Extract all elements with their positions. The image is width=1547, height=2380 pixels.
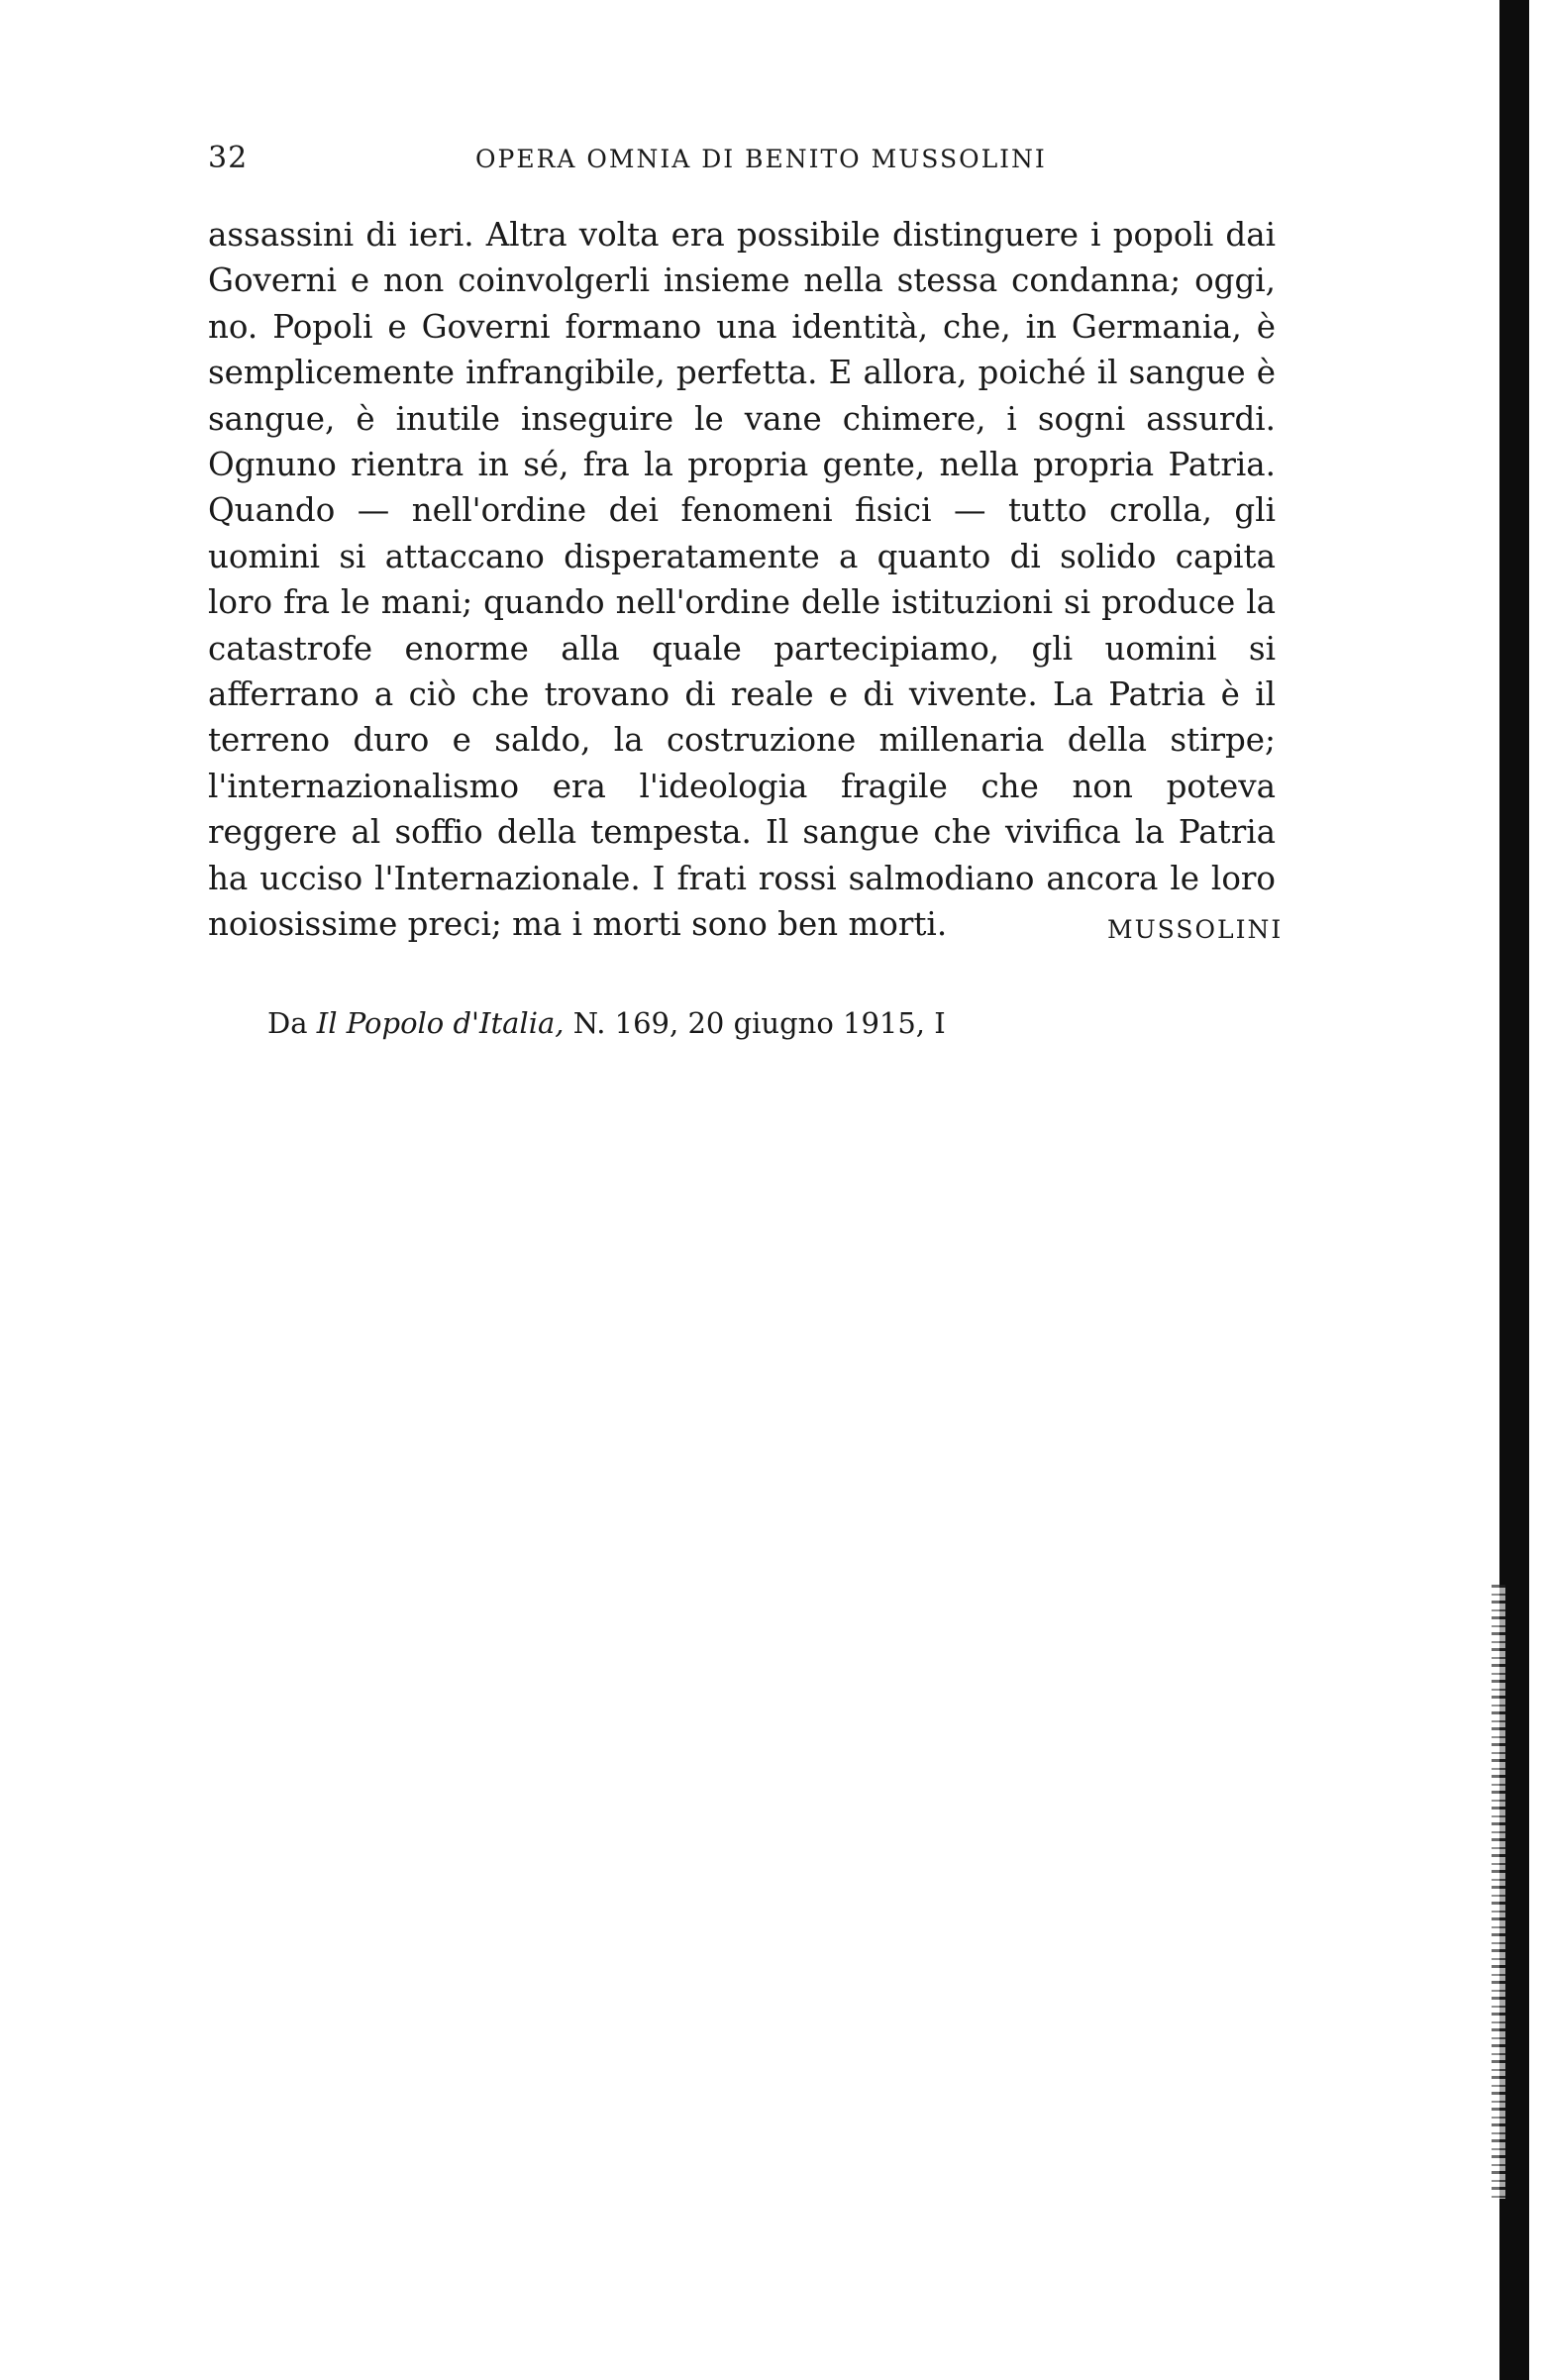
- source-details: N. 169, 20 giugno 1915, I: [572, 1006, 946, 1040]
- body-paragraph: assassini di ieri. Altra volta era possibile distinguere i popoli dai Governi e non coinvolgerli insieme nella stessa condanna; oggi, no. Popoli e Governi formano una identità, che, in Germania, è semplicemente infrangibile, perfetta. E allora, poiché il sangue è sangue, è inutile inseguire le vane chimere, i sogni assurdi. Ognuno rientra in sé, fra la propria gente, nella propria Patria. Quando — nell'ordine dei fenomeni fisici — tutto crolla, gli uomini si attaccano disperatamente a quanto di solido capita loro fra le mani; quando nell'ordine delle istituzioni si produce la catastrofe enorme alla quale partecipiamo, gli uomini si afferrano a ciò che trovano di reale e di vivente. La Patria è il terreno duro e saldo, la costruzione millenaria della stirpe; l'internazionalismo era l'ideologia fragile che non poteva reggere al soffio della tempesta. Il sangue che vivifica la Patria ha ucciso l'Internazionale. I frati rossi salmodiano ancora le loro noiosissime preci; ma i morti sono ben morti.: [208, 216, 1276, 944]
- scan-margin-noise: [1492, 1585, 1505, 2199]
- source-prefix: Da: [267, 1006, 308, 1040]
- source-citation: [267, 1006, 946, 1040]
- running-title: OPERA OMNIA DI BENITO MUSSOLINI: [475, 145, 1047, 173]
- source-periodical: Il Popolo d'Italia,: [316, 1006, 565, 1040]
- page-number: 32: [208, 141, 249, 175]
- author-signature: MUSSOLINI: [1107, 915, 1284, 944]
- page-header: [208, 141, 1278, 188]
